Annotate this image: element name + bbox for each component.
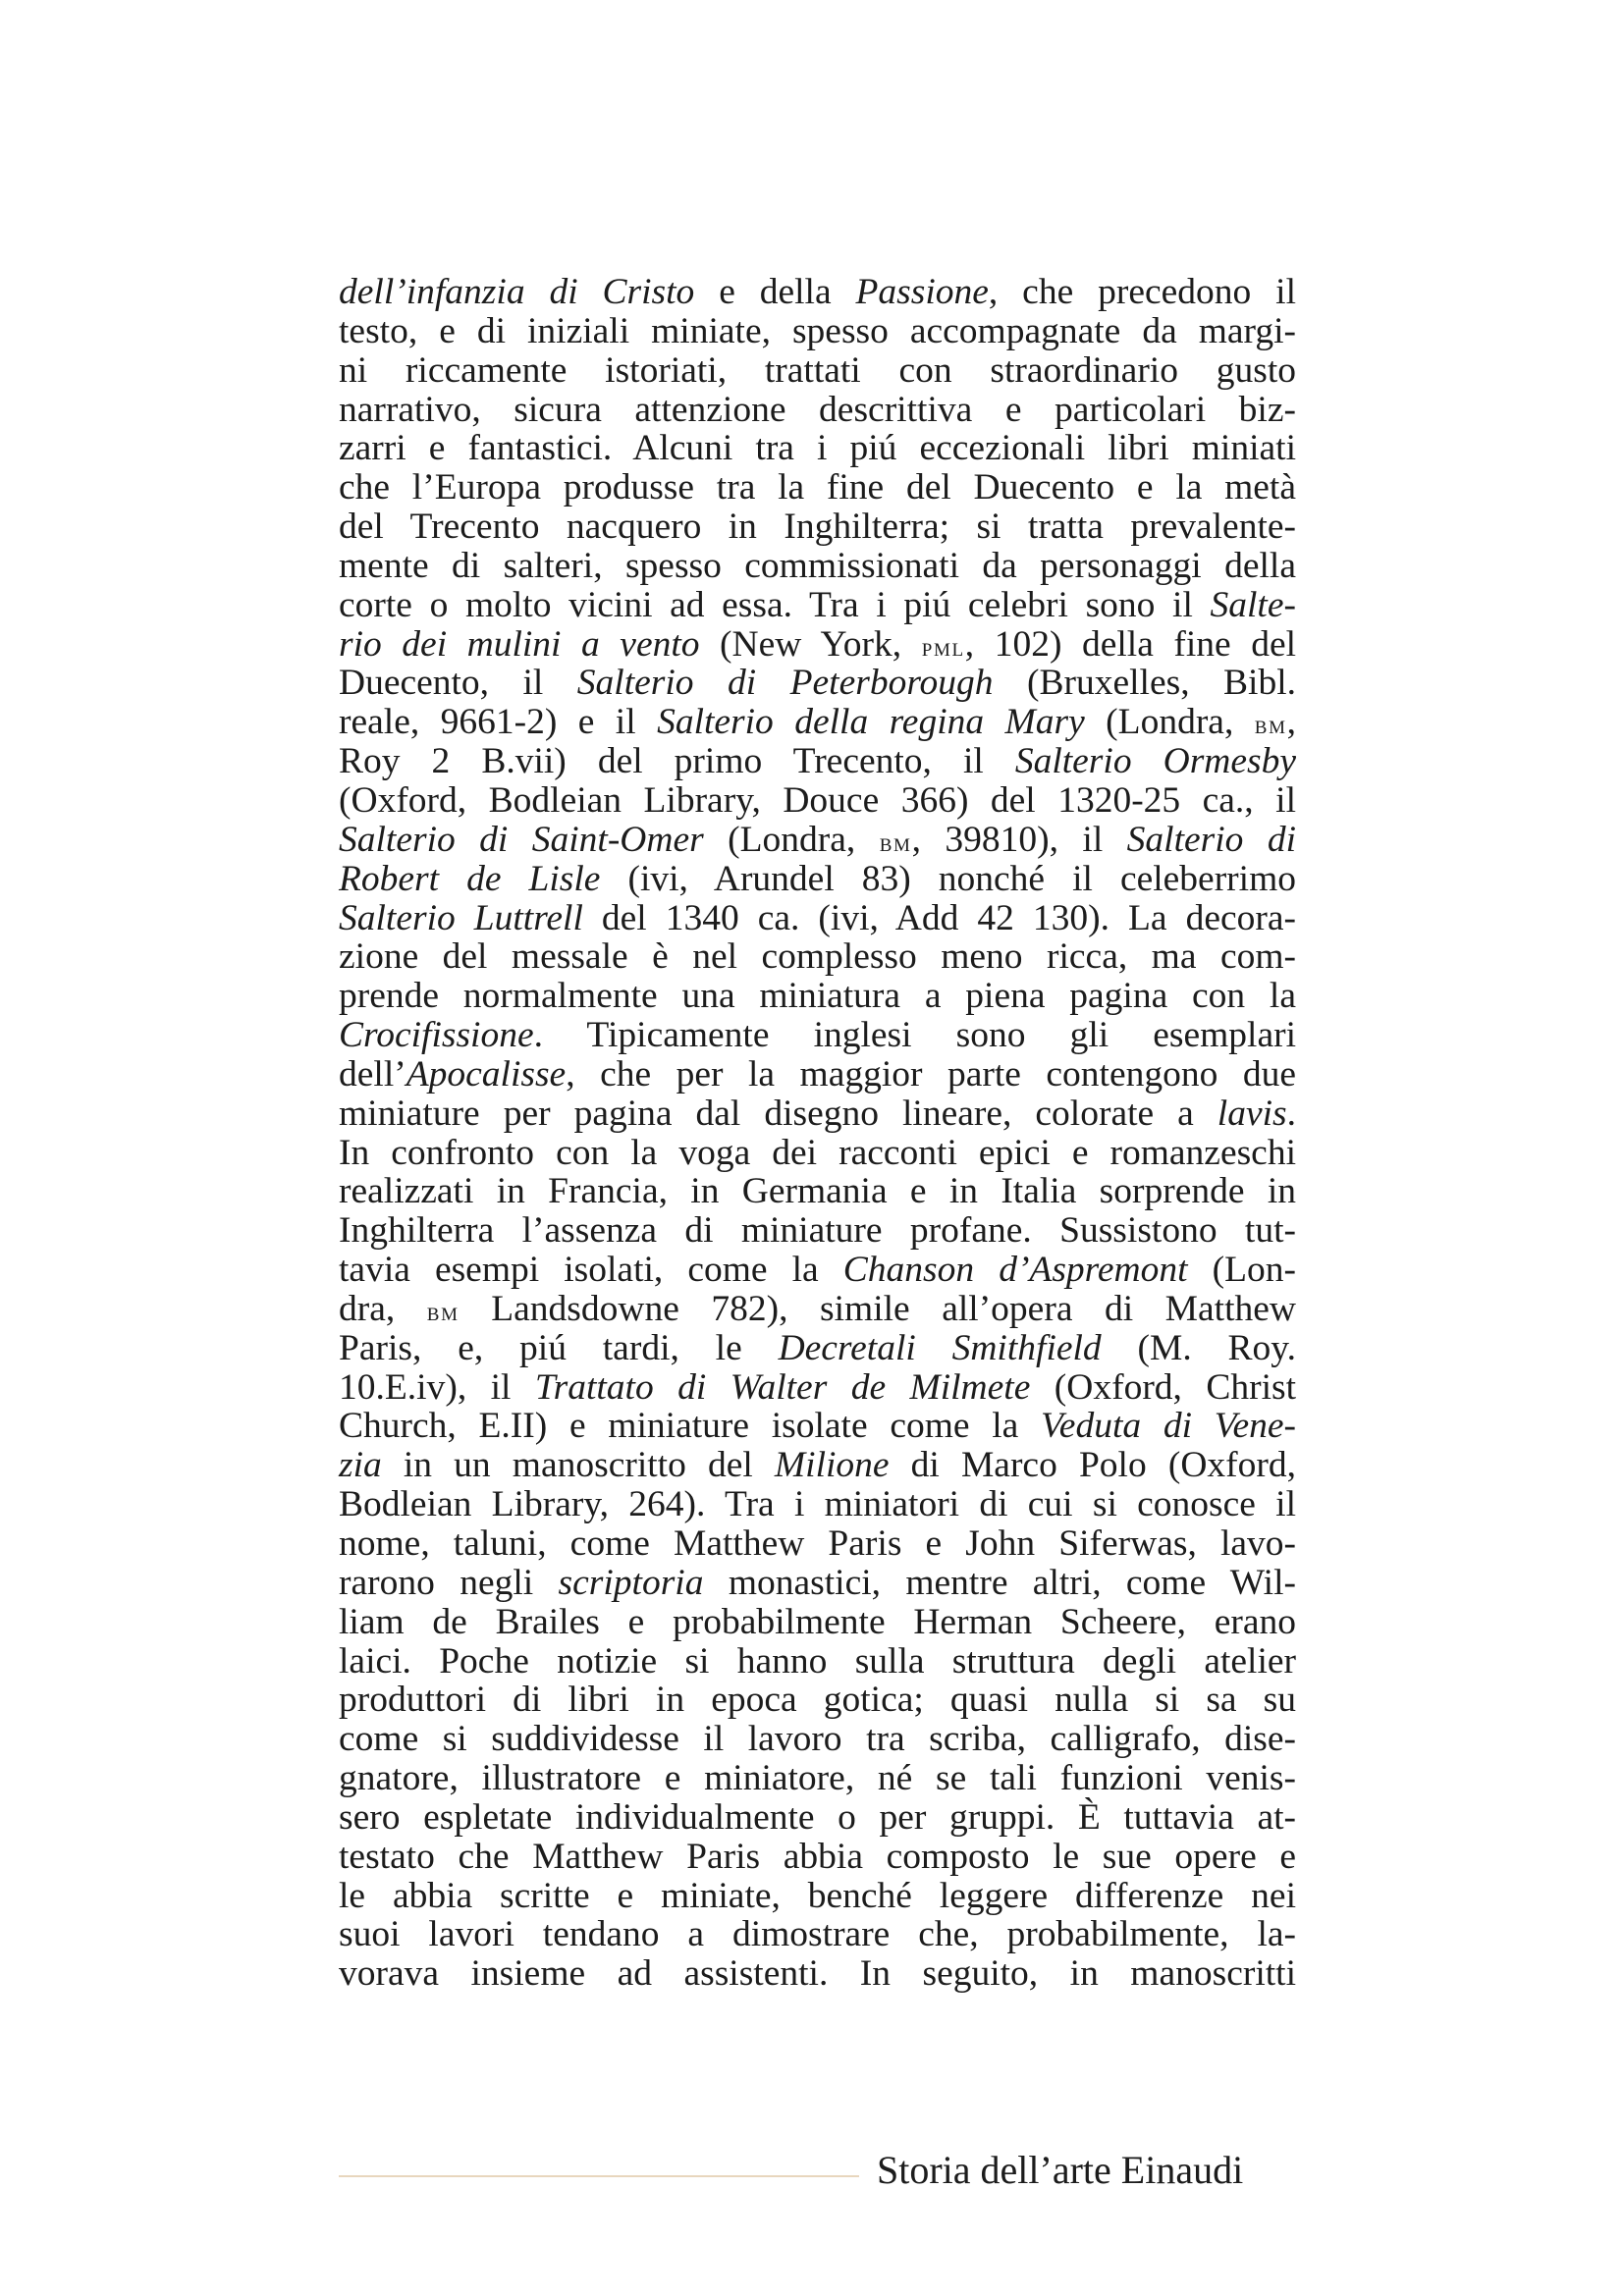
text-line [339, 312, 1296, 351]
italic-title: Passione [855, 272, 989, 312]
text-run: e della [694, 272, 856, 312]
italic-title: Veduta di Vene- [1041, 1406, 1296, 1447]
text-line [339, 1798, 1296, 1838]
small-caps-abbr: bm [1254, 710, 1287, 741]
text-line [339, 1368, 1296, 1408]
text-run: (Lon- [1187, 1250, 1296, 1291]
italic-title: Apocalisse [406, 1053, 567, 1095]
italic-title: Crocifissione [339, 1015, 534, 1056]
text-run: Duecento, il [339, 663, 577, 704]
text-line [339, 351, 1296, 391]
text-run: miniature per pagina dal disegno lineare, colorate a [339, 1093, 1217, 1134]
text-run: come si suddividesse il lavoro tra scriba, calligrafo, dise- [339, 1719, 1296, 1760]
text-line [339, 1446, 1296, 1485]
text-line [339, 860, 1296, 899]
text-line [339, 1095, 1296, 1134]
italic-title: zia [339, 1445, 382, 1486]
text-line [339, 742, 1296, 781]
text-run: In confronto con la voga dei racconti epici e romanzeschi [339, 1132, 1296, 1173]
italic-title: Decretali Smithfield [778, 1327, 1102, 1368]
italic-title: Salterio di Saint-Omer [339, 819, 704, 860]
text-line [339, 1134, 1296, 1173]
text-run: produttori di libri in epoca gotica; quasi nulla si sa su [339, 1680, 1296, 1721]
text-line [339, 1329, 1296, 1368]
text-line [339, 1524, 1296, 1564]
text-run: Church, E.II) e miniature isolate come la [339, 1406, 1042, 1447]
text-line [339, 1838, 1296, 1877]
text-line [339, 273, 1296, 312]
text-run: (Londra, [703, 819, 880, 860]
footer-title: Storia dell’arte Einaudi [877, 2148, 1244, 2192]
text-line [339, 1877, 1296, 1916]
text-run: testato che Matthew Paris abbia composto le sue opere e [339, 1836, 1296, 1877]
text-run: , 102) della fine del [964, 623, 1297, 665]
text-run: . Tipicamente inglesi sono gli esemplari [533, 1015, 1296, 1056]
text-run: vorava insieme ad assistenti. In seguito, in manoscritti [339, 1953, 1296, 1995]
italic-title: Robert de Lisle [339, 858, 601, 899]
italic-title: Salterio Ormesby [1014, 741, 1296, 782]
italic-title: Milione [774, 1445, 890, 1486]
text-line [339, 1290, 1296, 1329]
text-run: prende normalmente una miniatura a piena pagina con la [339, 976, 1296, 1017]
text-run: (Londra, [1084, 702, 1255, 743]
text-run: . [1286, 1093, 1296, 1134]
text-run: (M. Roy. [1101, 1327, 1296, 1368]
text-line [339, 899, 1296, 938]
text-run: Roy 2 B.vii) del primo Trecento, il [339, 741, 1015, 782]
text-run: del 1340 ca. (ivi, Add 42 130). La decora- [582, 897, 1297, 938]
text-line [339, 664, 1296, 703]
text-line [339, 1759, 1296, 1798]
text-run: Bodleian Library, 264). Tra i miniatori di cui si conosce il [339, 1484, 1296, 1525]
text-line [339, 821, 1296, 860]
text-run: zione del messale è nel complesso meno ricca, ma com- [339, 936, 1296, 978]
text-run: (Oxford, Christ [1030, 1366, 1297, 1408]
text-run: Inghilterra l’assenza di miniature profane. Sussistono tut- [339, 1210, 1296, 1252]
text-line [339, 703, 1296, 742]
text-line [339, 1172, 1296, 1211]
text-run: che l’Europa produsse tra la fine del Duecento e la metà [339, 467, 1296, 508]
italic-title: Salterio Luttrell [339, 897, 583, 938]
text-line [339, 468, 1296, 507]
text-run: 10.E.iv), il [339, 1366, 535, 1408]
text-run: corte o molto vicini ad essa. Tra i piú celebri sono il [339, 584, 1211, 625]
italic-title: Trattato di Walter de Milmete [534, 1366, 1031, 1408]
italic-title: Salterio di [1126, 819, 1296, 860]
text-run: dra, [339, 1288, 427, 1329]
text-run: (Oxford, Bodleian Library, Douce 366) del 1320-25 ca., il [339, 779, 1296, 821]
text-run: Paris, e, piú tardi, le [339, 1327, 779, 1368]
italic-title: Salterio della regina Mary [657, 702, 1085, 743]
italic-title: dell’infanzia di Cristo [339, 272, 695, 312]
text-line [339, 586, 1296, 625]
text-run: sero espletate individualmente o per gruppi. È tuttavia at- [339, 1796, 1296, 1838]
text-line [339, 1915, 1296, 1954]
text-line [339, 1407, 1296, 1446]
text-run: nome, taluni, come Matthew Paris e John Siferwas, lavo- [339, 1523, 1296, 1564]
text-run: ni riccamente istoriati, trattati con straordinario gusto [339, 349, 1296, 391]
text-run: zarri e fantastici. Alcuni tra i piú eccezionali libri miniati [339, 428, 1296, 469]
text-line [339, 625, 1296, 665]
text-line [339, 1642, 1296, 1682]
text-line [339, 1016, 1296, 1055]
text-line [339, 937, 1296, 977]
text-run: (Bruxelles, Bibl. [993, 663, 1296, 704]
text-line [339, 1485, 1296, 1524]
text-run: le abbia scritte e miniate, benché leggere differenze nei [339, 1875, 1296, 1916]
text-run: di Marco Polo (Oxford, [889, 1445, 1297, 1486]
text-run: reale, 9661-2) e il [339, 702, 658, 743]
text-run: gnatore, illustratore e miniatore, né se tali funzioni venis- [339, 1758, 1296, 1799]
text-run: monastici, mentre altri, come Wil- [703, 1562, 1296, 1603]
text-line [339, 1720, 1296, 1759]
text-line [339, 977, 1296, 1016]
text-run: liam de Brailes e probabilmente Herman Scheere, erano [339, 1601, 1296, 1642]
italic-title: scriptoria [558, 1562, 704, 1603]
text-line [339, 1954, 1296, 1994]
text-run: in un manoscritto del [381, 1445, 775, 1486]
text-run: tavia esempi isolati, come la [339, 1250, 843, 1291]
text-run: rarono negli [339, 1562, 559, 1603]
text-run: laici. Poche notizie si hanno sulla struttura degli atelier [339, 1640, 1296, 1682]
text-run: narrativo, sicura attenzione descrittiva e particolari biz- [339, 389, 1296, 430]
text-line [339, 1564, 1296, 1603]
text-run: suoi lavori tendano a dimostrare che, probabilmente, la- [339, 1914, 1296, 1955]
italic-title: Chanson d’Aspremont [842, 1250, 1188, 1291]
text-run: , [1286, 702, 1297, 743]
text-run: mente di salteri, spesso commissionati da personaggi della [339, 545, 1296, 586]
text-line [339, 547, 1296, 586]
text-line [339, 1251, 1296, 1290]
text-line [339, 1681, 1296, 1720]
italic-title: Salte- [1210, 584, 1296, 625]
small-caps-abbr: bm [426, 1296, 460, 1327]
italic-title: Salterio di Peterborough [576, 663, 994, 704]
footer-rule [339, 2175, 859, 2177]
small-caps-abbr: bm [879, 827, 912, 858]
text-run: , che precedono il [988, 272, 1297, 312]
text-line [339, 781, 1296, 821]
body-text [339, 273, 1296, 1994]
text-run: del Trecento nacquero in Inghilterra; si tratta prevalente- [339, 507, 1296, 548]
text-run: testo, e di iniziali miniate, spesso accompagnate da margi- [339, 310, 1296, 351]
text-run: , che per la maggior parte contengono due [566, 1053, 1296, 1095]
text-line [339, 1603, 1296, 1642]
text-line [339, 1211, 1296, 1251]
italic-title: rio dei mulini a vento [339, 623, 700, 665]
text-run: dell’ [339, 1053, 406, 1095]
small-caps-abbr: pml [921, 631, 965, 663]
text-run: (ivi, Arundel 83) nonché il celeberrimo [600, 858, 1297, 899]
italic-title: lavis [1217, 1093, 1287, 1134]
text-run: Landsdowne 782), simile all’opera di Matthew [459, 1288, 1296, 1329]
text-run: (New York, [699, 623, 922, 665]
text-line [339, 391, 1296, 430]
text-line [339, 429, 1296, 468]
text-run: realizzati in Francia, in Germania e in Italia sorprende in [339, 1171, 1296, 1212]
text-line [339, 1055, 1296, 1095]
text-line [339, 507, 1296, 547]
text-run: , 39810), il [911, 819, 1127, 860]
